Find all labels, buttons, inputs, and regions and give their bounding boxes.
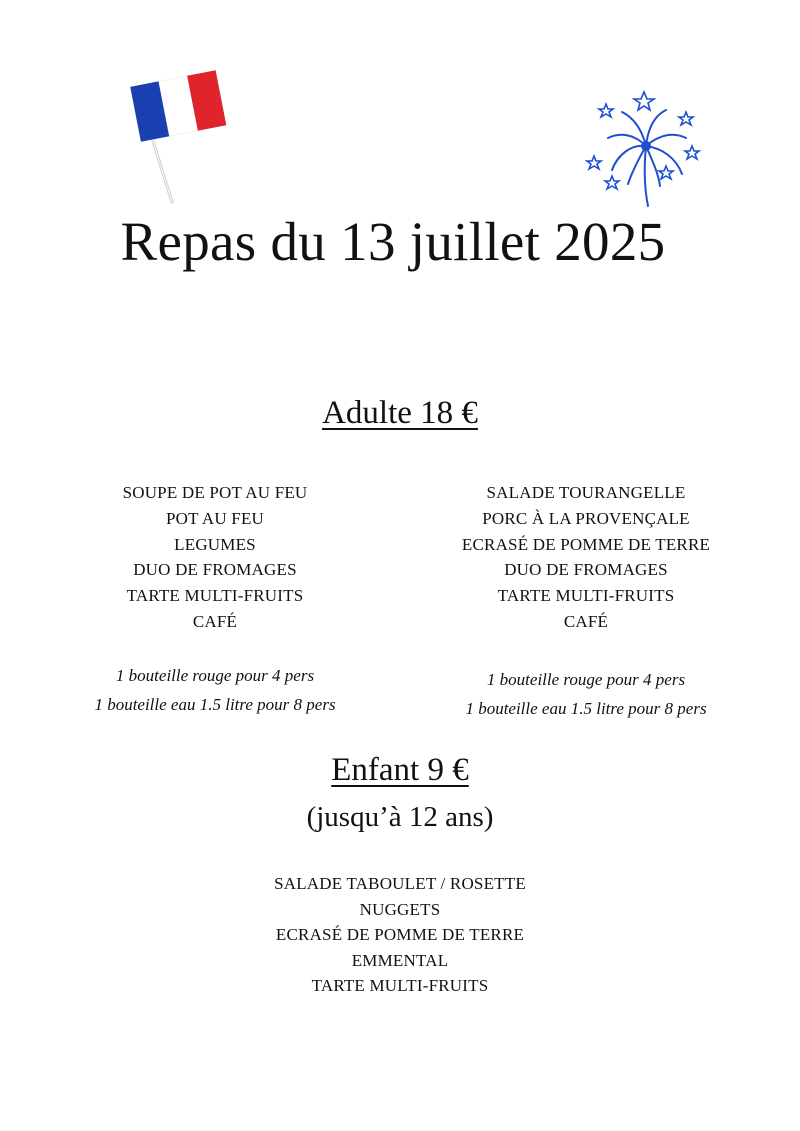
fireworks-icon — [582, 86, 708, 212]
adult-menu-right — [436, 480, 736, 635]
adult-menu-left — [65, 480, 365, 635]
child-age-note: (jusqu’à 12 ans) — [306, 801, 494, 833]
menu-item: CAFÉ — [192, 611, 238, 631]
menu-item: NUGGETS — [359, 899, 441, 919]
menu-item: TARTE MULTI-FRUITS — [497, 586, 675, 606]
adult-drinks-left — [65, 661, 365, 719]
adult-drinks-right — [436, 665, 736, 723]
drink-item: 1 bouteille rouge pour 4 pers — [486, 670, 686, 689]
drink-item: 1 bouteille eau 1.5 litre pour 8 pers — [94, 695, 336, 714]
menu-item: SALADE TOURANGELLE — [486, 483, 686, 502]
menu-item: LEGUMES — [174, 534, 256, 554]
menu-item: DUO DE FROMAGES — [504, 560, 668, 580]
menu-item: SALADE TABOULET / ROSETTE — [274, 874, 526, 893]
menu-item: TARTE MULTI-FRUITS — [311, 976, 489, 995]
child-price-heading: Enfant 9 € — [331, 752, 469, 788]
drink-item: 1 bouteille eau 1.5 litre pour 8 pers — [465, 699, 707, 718]
menu-item: ECRASÉ DE POMME DE TERRE — [275, 925, 525, 944]
menu-item: POT AU FEU — [165, 508, 265, 528]
menu-item: CAFÉ — [563, 611, 609, 631]
child-menu — [250, 871, 550, 999]
menu-item: EMMENTAL — [351, 950, 449, 970]
menu-item: PORC À LA PROVENÇALE — [482, 508, 690, 528]
menu-item: TARTE MULTI-FRUITS — [126, 586, 304, 606]
drink-item: 1 bouteille rouge pour 4 pers — [115, 666, 315, 685]
adult-price-heading: Adulte 18 € — [322, 395, 478, 431]
menu-item: ECRASÉ DE POMME DE TERRE — [461, 534, 711, 554]
menu-item: SOUPE DE POT AU FEU — [122, 483, 308, 502]
french-flag-icon — [118, 62, 238, 207]
menu-item: DUO DE FROMAGES — [133, 560, 297, 580]
page-title: Repas du 13 juillet 2025 — [120, 211, 666, 272]
